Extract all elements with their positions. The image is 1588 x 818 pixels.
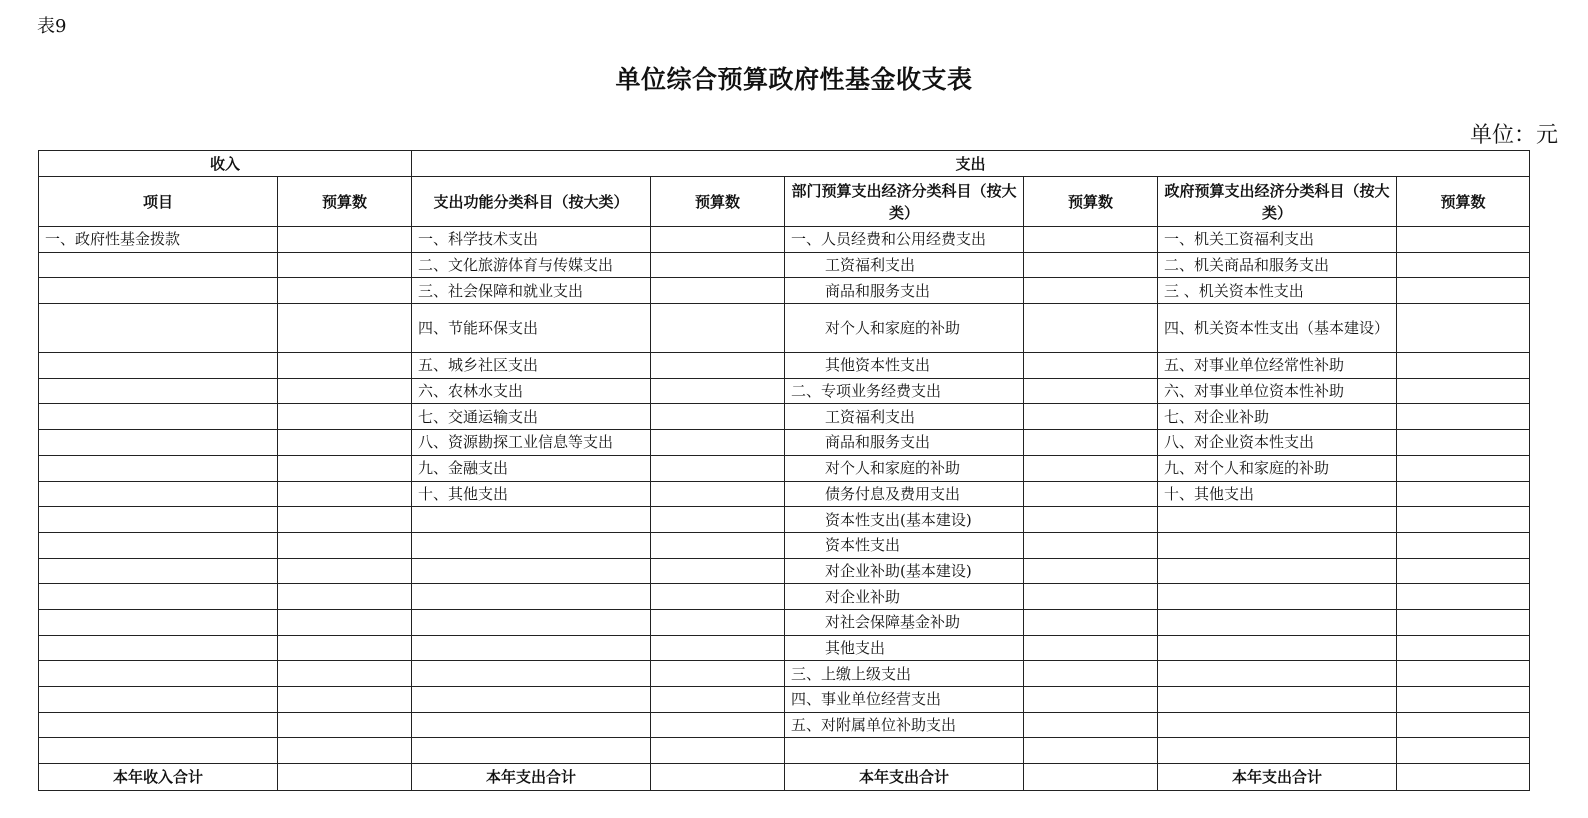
func-class-cell: 八、资源勘探工业信息等支出 xyxy=(412,430,651,456)
func-budget-cell xyxy=(651,712,785,738)
income-item-cell xyxy=(39,584,278,610)
gov-econ-cell xyxy=(1158,507,1397,533)
dept-budget-cell xyxy=(1024,532,1158,558)
col-dept-budget-header: 预算数 xyxy=(1024,177,1158,227)
func-expense-total-value xyxy=(651,764,785,791)
gov-econ-cell: 七、对企业补助 xyxy=(1158,404,1397,430)
income-item-cell xyxy=(39,712,278,738)
func-budget-cell xyxy=(651,353,785,379)
gov-econ-cell xyxy=(1158,635,1397,661)
col-func-class-header: 支出功能分类科目（按大类） xyxy=(412,177,651,227)
gov-econ-cell: 二、机关商品和服务支出 xyxy=(1158,252,1397,278)
dept-expense-total-value xyxy=(1024,764,1158,791)
dept-econ-cell: 商品和服务支出 xyxy=(785,430,1024,456)
table-row xyxy=(39,635,1530,661)
dept-budget-cell xyxy=(1024,278,1158,304)
func-budget-cell xyxy=(651,252,785,278)
dept-budget-cell xyxy=(1024,227,1158,253)
dept-budget-cell xyxy=(1024,378,1158,404)
func-budget-cell xyxy=(651,609,785,635)
func-budget-cell xyxy=(651,430,785,456)
dept-budget-cell xyxy=(1024,635,1158,661)
dept-econ-cell: 债务付息及费用支出 xyxy=(785,481,1024,507)
func-class-cell xyxy=(412,584,651,610)
func-class-cell: 九、金融支出 xyxy=(412,455,651,481)
gov-econ-cell xyxy=(1158,687,1397,713)
income-total-label: 本年收入合计 xyxy=(39,764,278,791)
gov-econ-cell: 五、对事业单位经常性补助 xyxy=(1158,353,1397,379)
income-budget-cell xyxy=(278,635,412,661)
table-row xyxy=(39,558,1530,584)
func-budget-cell xyxy=(651,532,785,558)
func-budget-cell xyxy=(651,481,785,507)
income-item-cell xyxy=(39,635,278,661)
gov-econ-cell: 一、机关工资福利支出 xyxy=(1158,227,1397,253)
income-item-cell xyxy=(39,532,278,558)
income-budget-cell xyxy=(278,584,412,610)
income-budget-cell xyxy=(278,227,412,253)
income-budget-cell xyxy=(278,353,412,379)
income-budget-cell xyxy=(278,687,412,713)
dept-budget-cell xyxy=(1024,609,1158,635)
dept-econ-cell: 其他支出 xyxy=(785,635,1024,661)
func-class-cell: 六、农林水支出 xyxy=(412,378,651,404)
income-item-cell xyxy=(39,609,278,635)
column-header-row xyxy=(39,177,1530,227)
dept-budget-cell xyxy=(1024,507,1158,533)
gov-budget-cell xyxy=(1397,455,1530,481)
dept-econ-cell xyxy=(785,738,1024,764)
func-class-cell: 七、交通运输支出 xyxy=(412,404,651,430)
gov-budget-cell xyxy=(1397,584,1530,610)
func-budget-cell xyxy=(651,304,785,353)
dept-budget-cell xyxy=(1024,252,1158,278)
gov-econ-cell xyxy=(1158,712,1397,738)
income-item-cell xyxy=(39,404,278,430)
gov-econ-cell: 八、对企业资本性支出 xyxy=(1158,430,1397,456)
dept-budget-cell xyxy=(1024,304,1158,353)
func-class-cell: 二、文化旅游体育与传媒支出 xyxy=(412,252,651,278)
gov-budget-cell xyxy=(1397,252,1530,278)
income-item-cell xyxy=(39,558,278,584)
income-item-cell: 一、政府性基金拨款 xyxy=(39,227,278,253)
gov-budget-cell xyxy=(1397,404,1530,430)
income-budget-cell xyxy=(278,738,412,764)
gov-econ-cell xyxy=(1158,584,1397,610)
dept-econ-cell: 四、事业单位经营支出 xyxy=(785,687,1024,713)
income-budget-cell xyxy=(278,661,412,687)
table-row xyxy=(39,584,1530,610)
income-budget-cell xyxy=(278,712,412,738)
income-budget-cell xyxy=(278,481,412,507)
dept-econ-cell: 二、专项业务经费支出 xyxy=(785,378,1024,404)
dept-budget-cell xyxy=(1024,404,1158,430)
func-budget-cell xyxy=(651,227,785,253)
dept-econ-cell: 工资福利支出 xyxy=(785,252,1024,278)
func-budget-cell xyxy=(651,404,785,430)
func-class-cell: 三、社会保障和就业支出 xyxy=(412,278,651,304)
col-gov-budget-header: 预算数 xyxy=(1397,177,1530,227)
gov-budget-cell xyxy=(1397,227,1530,253)
dept-econ-cell: 资本性支出(基本建设) xyxy=(785,507,1024,533)
table-row xyxy=(39,278,1530,304)
func-class-cell xyxy=(412,738,651,764)
expense-header: 支出 xyxy=(412,151,1530,177)
gov-budget-cell xyxy=(1397,635,1530,661)
gov-budget-cell xyxy=(1397,558,1530,584)
table-row xyxy=(39,687,1530,713)
gov-budget-cell xyxy=(1397,738,1530,764)
group-header-row xyxy=(39,151,1530,177)
table-row xyxy=(39,430,1530,456)
func-class-cell: 五、城乡社区支出 xyxy=(412,353,651,379)
func-class-cell xyxy=(412,609,651,635)
table-row xyxy=(39,609,1530,635)
dept-econ-cell: 资本性支出 xyxy=(785,532,1024,558)
func-expense-total-label: 本年支出合计 xyxy=(412,764,651,791)
func-budget-cell xyxy=(651,378,785,404)
table-row xyxy=(39,227,1530,253)
income-budget-cell xyxy=(278,252,412,278)
gov-econ-cell: 九、对个人和家庭的补助 xyxy=(1158,455,1397,481)
func-class-cell xyxy=(412,712,651,738)
table-row xyxy=(39,304,1530,353)
func-class-cell: 一、科学技术支出 xyxy=(412,227,651,253)
col-dept-econ-header: 部门预算支出经济分类科目（按大类） xyxy=(785,177,1024,227)
income-item-cell xyxy=(39,661,278,687)
gov-econ-cell xyxy=(1158,738,1397,764)
income-budget-cell xyxy=(278,378,412,404)
dept-budget-cell xyxy=(1024,687,1158,713)
unit-label: 单位：元 xyxy=(1469,123,1558,148)
income-item-cell xyxy=(39,687,278,713)
col-gov-econ-header: 政府预算支出经济分类科目（按大类） xyxy=(1158,177,1397,227)
dept-econ-cell: 对个人和家庭的补助 xyxy=(785,304,1024,353)
dept-econ-cell: 工资福利支出 xyxy=(785,404,1024,430)
func-class-cell xyxy=(412,661,651,687)
func-budget-cell xyxy=(651,278,785,304)
dept-budget-cell xyxy=(1024,738,1158,764)
table-row xyxy=(39,661,1530,687)
income-budget-cell xyxy=(278,532,412,558)
gov-econ-cell: 十、其他支出 xyxy=(1158,481,1397,507)
table-row xyxy=(39,252,1530,278)
dept-econ-cell: 商品和服务支出 xyxy=(785,278,1024,304)
totals-row xyxy=(39,764,1530,791)
dept-budget-cell xyxy=(1024,558,1158,584)
gov-expense-total-value xyxy=(1397,764,1530,791)
col-func-budget-header: 预算数 xyxy=(651,177,785,227)
func-budget-cell xyxy=(651,558,785,584)
income-budget-cell xyxy=(278,304,412,353)
gov-econ-cell: 三 、机关资本性支出 xyxy=(1158,278,1397,304)
table-row xyxy=(39,738,1530,764)
income-item-cell xyxy=(39,738,278,764)
income-budget-cell xyxy=(278,507,412,533)
income-item-cell xyxy=(39,378,278,404)
income-item-cell xyxy=(39,252,278,278)
func-budget-cell xyxy=(651,661,785,687)
table-row xyxy=(39,507,1530,533)
income-header: 收入 xyxy=(39,151,412,177)
col-income-budget-header: 预算数 xyxy=(278,177,412,227)
dept-econ-cell: 对企业补助 xyxy=(785,584,1024,610)
gov-budget-cell xyxy=(1397,430,1530,456)
func-class-cell xyxy=(412,507,651,533)
dept-econ-cell: 三、上缴上级支出 xyxy=(785,661,1024,687)
gov-budget-cell xyxy=(1397,353,1530,379)
income-item-cell xyxy=(39,507,278,533)
dept-budget-cell xyxy=(1024,455,1158,481)
func-class-cell xyxy=(412,532,651,558)
dept-budget-cell xyxy=(1024,430,1158,456)
income-item-cell xyxy=(39,278,278,304)
func-budget-cell xyxy=(651,584,785,610)
dept-budget-cell xyxy=(1024,712,1158,738)
income-budget-cell xyxy=(278,455,412,481)
gov-budget-cell xyxy=(1397,278,1530,304)
gov-budget-cell xyxy=(1397,304,1530,353)
table-row xyxy=(39,455,1530,481)
func-budget-cell xyxy=(651,687,785,713)
dept-budget-cell xyxy=(1024,584,1158,610)
table-row xyxy=(39,532,1530,558)
income-item-cell xyxy=(39,430,278,456)
income-budget-cell xyxy=(278,430,412,456)
table-row xyxy=(39,712,1530,738)
table-row xyxy=(39,404,1530,430)
gov-budget-cell xyxy=(1397,712,1530,738)
dept-budget-cell xyxy=(1024,353,1158,379)
gov-econ-cell xyxy=(1158,532,1397,558)
func-budget-cell xyxy=(651,635,785,661)
income-item-cell xyxy=(39,304,278,353)
dept-budget-cell xyxy=(1024,661,1158,687)
gov-budget-cell xyxy=(1397,481,1530,507)
func-budget-cell xyxy=(651,738,785,764)
income-item-cell xyxy=(39,353,278,379)
func-class-cell: 四、节能环保支出 xyxy=(412,304,651,353)
func-class-cell: 十、其他支出 xyxy=(412,481,651,507)
income-budget-cell xyxy=(278,609,412,635)
budget-table xyxy=(38,150,1530,791)
table-row xyxy=(39,378,1530,404)
dept-econ-cell: 对企业补助(基本建设) xyxy=(785,558,1024,584)
income-item-cell xyxy=(39,455,278,481)
dept-expense-total-label: 本年支出合计 xyxy=(785,764,1024,791)
document-title: 单位综合预算政府性基金收支表 xyxy=(615,65,973,94)
func-class-cell xyxy=(412,558,651,584)
income-budget-cell xyxy=(278,558,412,584)
gov-econ-cell xyxy=(1158,661,1397,687)
gov-econ-cell xyxy=(1158,609,1397,635)
gov-budget-cell xyxy=(1397,687,1530,713)
gov-budget-cell xyxy=(1397,532,1530,558)
gov-econ-cell: 四、机关资本性支出（基本建设） xyxy=(1158,304,1397,353)
gov-budget-cell xyxy=(1397,609,1530,635)
func-budget-cell xyxy=(651,507,785,533)
dept-econ-cell: 对个人和家庭的补助 xyxy=(785,455,1024,481)
gov-budget-cell xyxy=(1397,507,1530,533)
gov-econ-cell xyxy=(1158,558,1397,584)
func-class-cell xyxy=(412,687,651,713)
dept-econ-cell: 一、人员经费和公用经费支出 xyxy=(785,227,1024,253)
func-class-cell xyxy=(412,635,651,661)
col-item-header: 项目 xyxy=(39,177,278,227)
gov-expense-total-label: 本年支出合计 xyxy=(1158,764,1397,791)
table-row xyxy=(39,353,1530,379)
gov-econ-cell: 六、对事业单位资本性补助 xyxy=(1158,378,1397,404)
table-row xyxy=(39,481,1530,507)
dept-econ-cell: 其他资本性支出 xyxy=(785,353,1024,379)
dept-budget-cell xyxy=(1024,481,1158,507)
table-number: 表9 xyxy=(37,16,67,37)
income-total-value xyxy=(278,764,412,791)
func-budget-cell xyxy=(651,455,785,481)
income-budget-cell xyxy=(278,404,412,430)
dept-econ-cell: 对社会保障基金补助 xyxy=(785,609,1024,635)
gov-budget-cell xyxy=(1397,378,1530,404)
income-budget-cell xyxy=(278,278,412,304)
dept-econ-cell: 五、对附属单位补助支出 xyxy=(785,712,1024,738)
income-item-cell xyxy=(39,481,278,507)
gov-budget-cell xyxy=(1397,661,1530,687)
